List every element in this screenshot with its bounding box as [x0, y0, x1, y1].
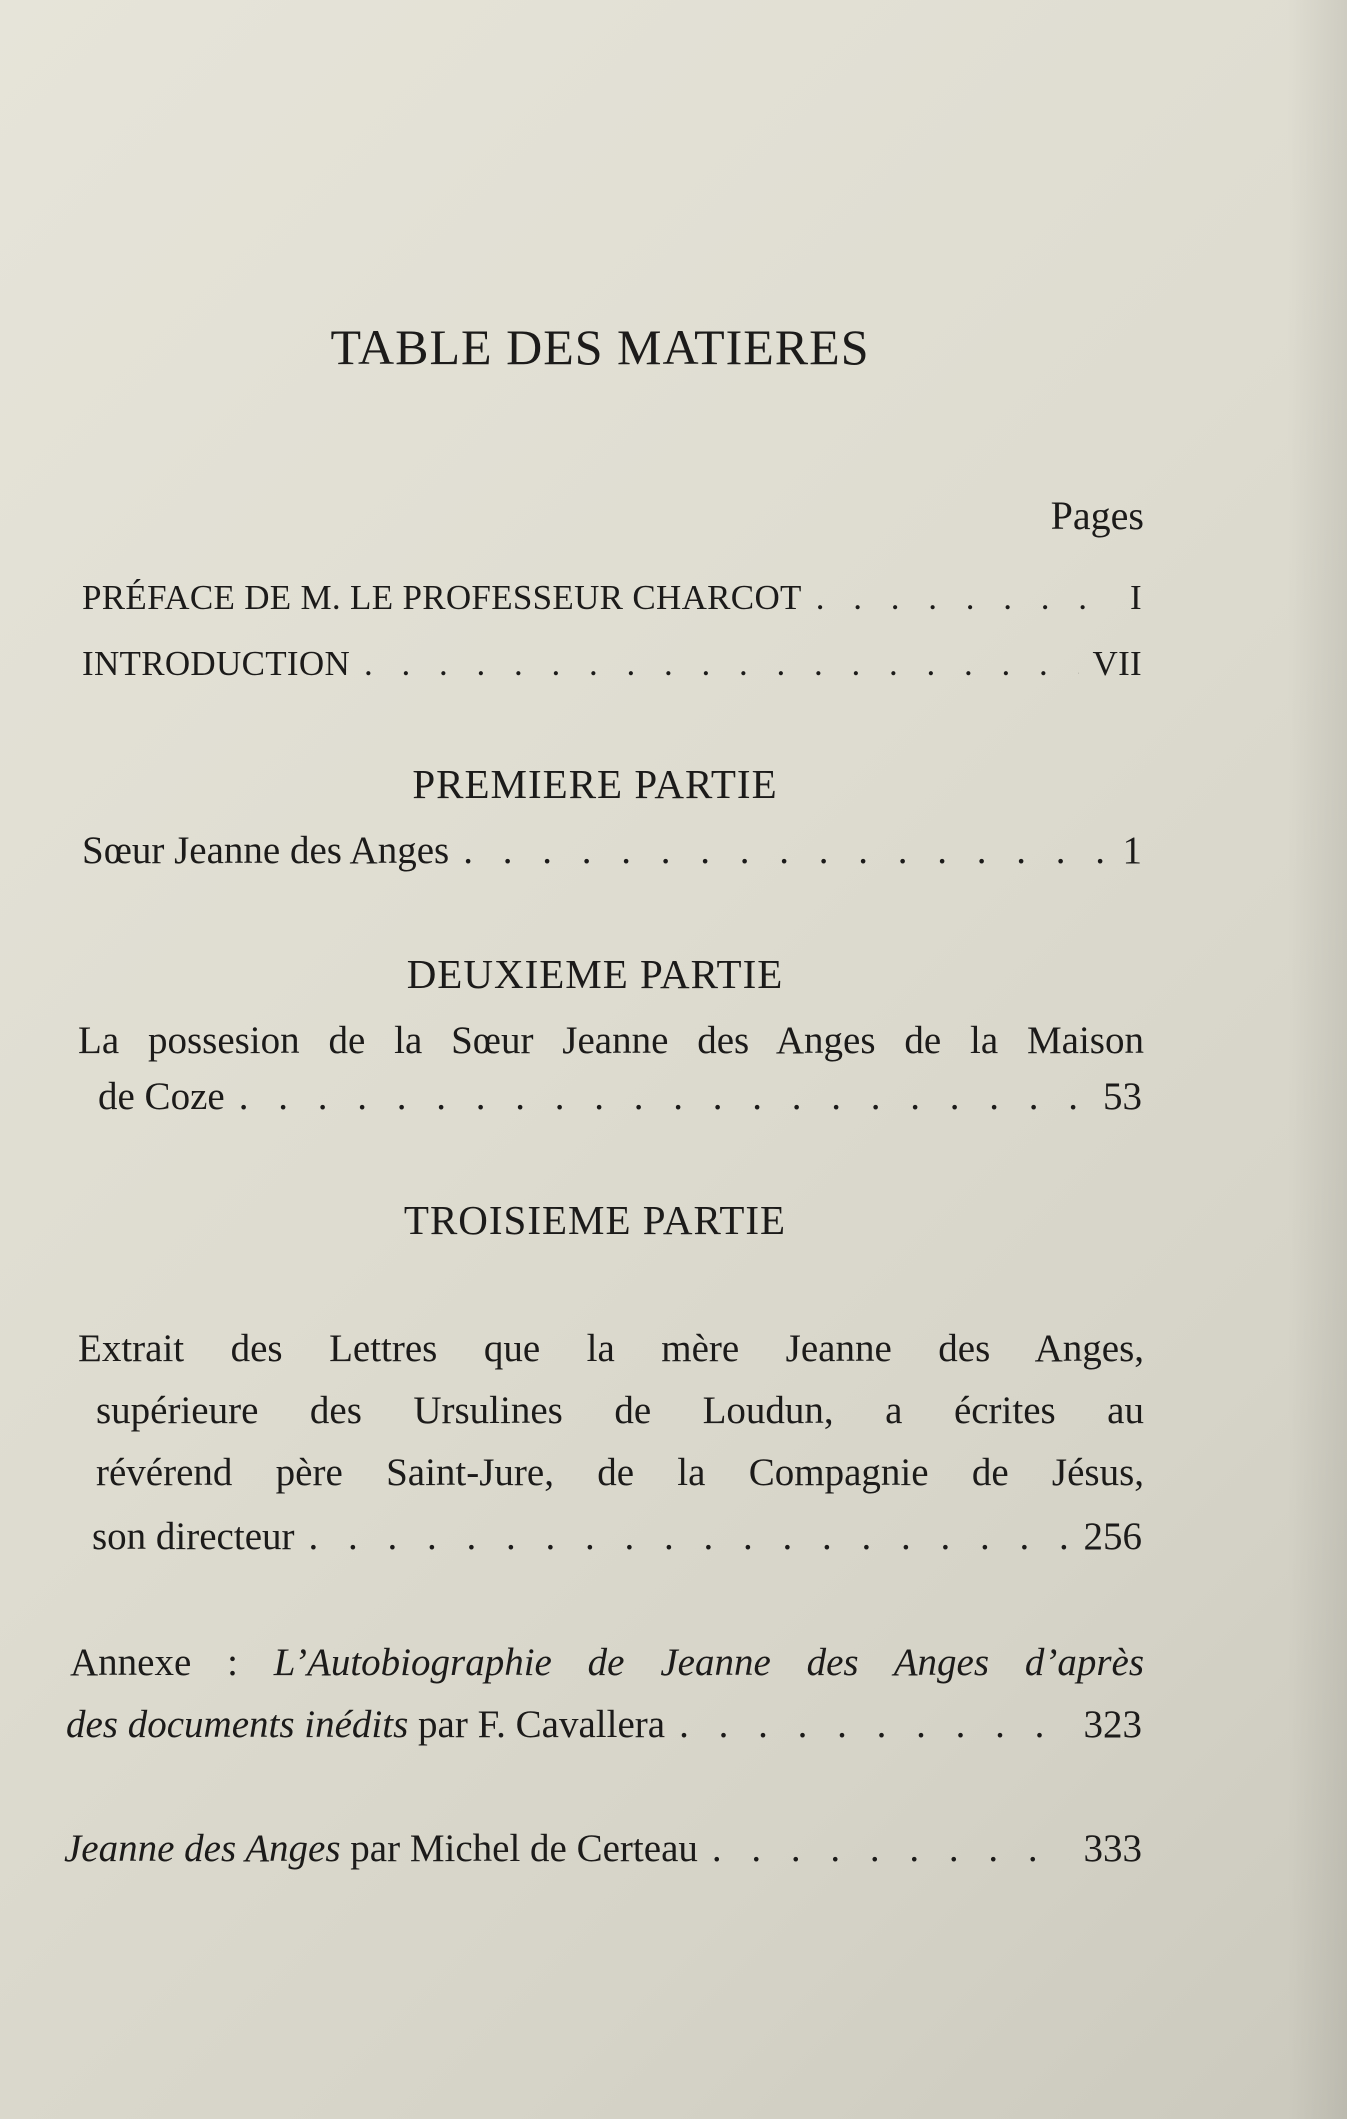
section-heading-part1: PREMIERE PARTIE: [412, 761, 778, 807]
toc-entry-page: 333: [1083, 1827, 1142, 1870]
toc-entry-part3-line3: révérend père Saint-Jure, de la Compagnie de Jésus,: [96, 1451, 1144, 1494]
section-heading-part3: TROISIEME PARTIE: [403, 1197, 787, 1243]
toc-entry-page: VII: [1092, 644, 1142, 683]
toc-entry-postface: [64, 1826, 1142, 1871]
toc-entry-part3-line2: supérieure des Ursulines de Loudun, a écrites au: [96, 1389, 1144, 1432]
leader-dots: [816, 578, 1116, 618]
toc-entry-part2-line1: La possesion de la Sœur Jeanne des Anges de la Maison: [78, 1019, 1144, 1062]
toc-entry-label: INTRODUCTION: [82, 644, 351, 683]
leader-dots: [463, 828, 1108, 873]
toc-entry-page: 1: [1122, 829, 1142, 872]
toc-entry-part2: [98, 1074, 1142, 1119]
postface-title: Jeanne des Anges: [64, 1827, 341, 1870]
toc-entry-page: I: [1130, 578, 1142, 617]
toc-entry-introduction: [82, 644, 1142, 684]
toc-entry-label: [66, 1702, 665, 1747]
toc-entry-part3-line1: Extrait des Lettres que la mère Jeanne des Anges,: [78, 1327, 1144, 1370]
toc-entry-part3: [92, 1514, 1142, 1559]
pages-column-label: Pages: [1050, 493, 1144, 538]
section-heading-part2: DEUXIEME PARTIE: [406, 951, 784, 997]
annexe-author: par F. Cavallera: [408, 1703, 666, 1746]
postface-author: par Michel de Certeau: [340, 1827, 698, 1870]
leader-dots: [239, 1074, 1089, 1119]
toc-entry-part1: [82, 828, 1142, 873]
annexe-prefix: Annexe :: [70, 1641, 274, 1684]
toc-entry-preface: [82, 578, 1142, 618]
leader-dots: [309, 1514, 1070, 1559]
toc-entry-label: de Coze: [98, 1075, 225, 1118]
toc-entry-annexe-line1: [70, 1632, 1144, 1694]
toc-entry-annexe: [66, 1702, 1142, 1747]
toc-entry-label: [64, 1826, 698, 1871]
toc-entry-label: Sœur Jeanne des Anges: [82, 829, 450, 872]
leader-dots: [364, 644, 1078, 684]
page-title: TABLE DES MATIERES: [330, 319, 870, 375]
leader-dots: [679, 1702, 1069, 1747]
toc-entry-page: 53: [1103, 1075, 1142, 1118]
page-edge-shadow: [1287, 0, 1347, 2119]
toc-entry-label: son directeur: [92, 1515, 295, 1558]
toc-entry-label: PRÉFACE DE M. LE PROFESSEUR CHARCOT: [82, 578, 802, 617]
toc-entry-page: 323: [1083, 1703, 1142, 1746]
annexe-title-line2: des documents inédits: [66, 1703, 409, 1746]
annexe-title-line1: L’Autobiographie de Jeanne des Anges d’après: [273, 1641, 1145, 1684]
toc-entry-page: 256: [1083, 1515, 1142, 1558]
leader-dots: [712, 1826, 1070, 1871]
